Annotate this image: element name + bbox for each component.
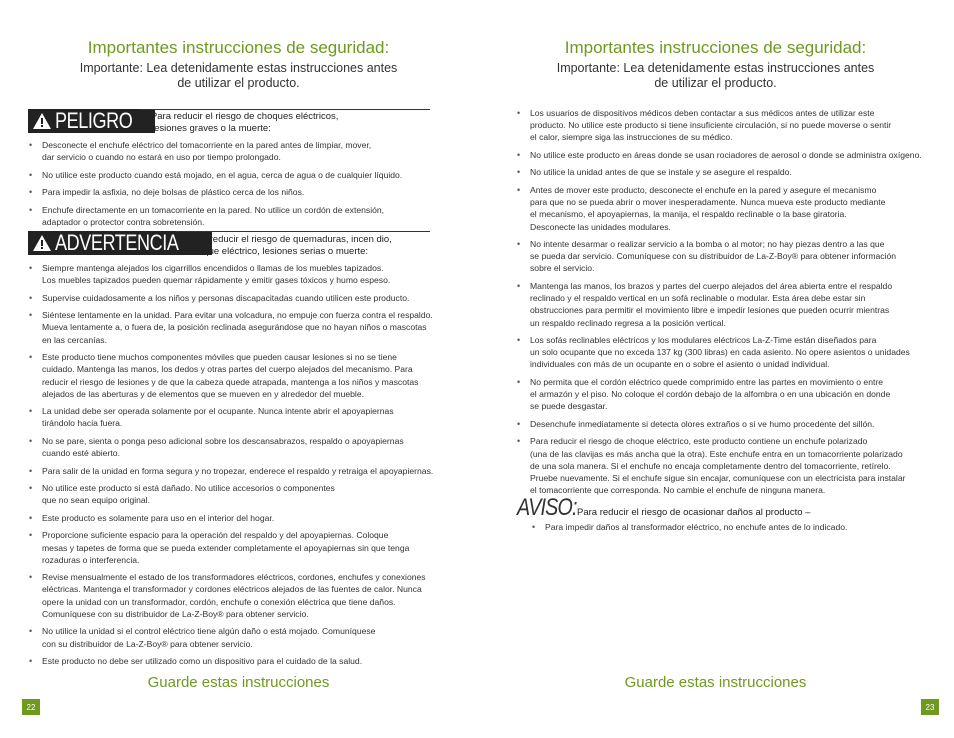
- list-item: • Antes de mover este producto, desconecte el enchufe en la pared y asegure el mecanismo para que no se pueda abrir o mover inesperadamente. Nunca mueva este producto mediante el mecanismo, el apoyapiernas, la manija, el respaldo reclinable o la base giratoria. Desconecte las unidades modulares.: [516, 184, 944, 233]
- list-item: • Enchufe directamente en un tomacorriente en la pared. No utilice un cordón de extensión, adaptador o protector contra sobretensión.: [28, 204, 458, 228]
- aviso-list: [531, 521, 931, 539]
- page-title: Importantes instrucciones de seguridad:: [87, 38, 390, 57]
- list-item: • Desconecte el enchufe eléctrico del tomacorriente en la pared antes de limpiar, mover, dar servicio o cuando no estará en uso por tiempo prolongado.: [28, 139, 458, 163]
- page-number: 22: [22, 699, 40, 715]
- list-item: • Mantenga las manos, los brazos y partes del cuerpo alejados del área abierta entre el respaldo reclinado y el respaldo vertical en un sofá reclinable o modular. Esta área debe estar sin obstrucciones para permitir el movimiento libre e impedir lesiones que pueden ocurrir mientras un respaldo reclinado regresa a la posición vertical.: [516, 280, 944, 329]
- list-item: • Proporcione suficiente espacio para la operación del respaldo y del apoyapiernas. Coloque mesas y tapetes de forma que se pueda extender completamente el apoyapiernas sin que tenga rozaduras o interferencia.: [28, 529, 468, 566]
- list-item: • Los usuarios de dispositivos médicos deben contactar a sus médicos antes de utilizar este producto. No utilice este producto si tiene insuficiente circulación, si no puede moverse o sentir el calor, siempre siga las instrucciones de su médico.: [516, 107, 944, 144]
- advertencia-list: [28, 262, 468, 673]
- list-item: • No permita que el cordón eléctrico quede comprimido entre las partes en movimiento o entre el armazón y el piso. No coloque el cordón debajo de la alfombra o en una ubicación en donde se puede desgastar.: [516, 376, 944, 413]
- peligro-label-box: [28, 109, 155, 133]
- list-item: • Siempre mantenga alejados los cigarrillos encendidos o llamas de los muebles tapizados. Los muebles tapizados pueden quemar rápidamente y emitir gases tóxicos y humo espeso.: [28, 262, 468, 286]
- list-item: • Para reducir el riesgo de choque eléctrico, este producto contiene un enchufe polarizado (una de las clavijas es más ancha que la otra). Este enchufe entra en un tomacorriente polarizado de una sola manera. Si el enchufe no encaja completamente dentro del tomacorriente, retírelo. Pruebe nuevamente. Si el enchufe sigue sin encajar, comuníquese con un electricista para instalar el tomacorriente que corresponda. No cambie el enchufe de ninguna manera.: [516, 435, 944, 496]
- peligro-text: [143, 111, 338, 135]
- advertencia-label: ADVERTENCIA: [55, 230, 179, 255]
- subtitle-line: Importante: Lea detenidamente estas instrucciones antes: [79, 61, 398, 75]
- list-item: • Este producto tiene muchos componentes móviles que pueden causar lesiones si no se tiene cuidado. Mantenga las manos, los dedos y otras partes del cuerpo alejados del mecanismo. Para reducir el riesgo de lesiones y de que la cabeza quede atrapada, mantenga a los niños y mascotas alejados de las aberturas y de elementos que se mueven en y alrededor del mueble.: [28, 351, 468, 400]
- peligro-label: PELIGRO: [55, 108, 133, 133]
- page-title: Importantes instrucciones de seguridad:: [564, 38, 867, 57]
- list-item: • Para impedir la asfixia, no deje bolsas de plástico cerca de los niños.: [28, 186, 458, 198]
- list-item: • Supervise cuidadosamente a los niños y personas discapacitadas cuando utilicen este producto.: [28, 292, 468, 304]
- list-item: • No utilice la unidad si el control eléctrico tiene algún daño o está mojado. Comuníquese con su distribuidor de La-Z-Boy® para obtener servicio.: [28, 625, 468, 649]
- list-item: • Para impedir daños al transformador eléctrico, no enchufe antes de lo indicado.: [531, 521, 931, 533]
- warning-triangle-icon: [32, 112, 52, 130]
- page-subtitle: [0, 61, 477, 91]
- footer-text: Guarde estas instrucciones: [624, 674, 807, 691]
- page-subtitle: [477, 61, 954, 91]
- list-item: • Este producto no debe ser utilizado como un dispositivo para el cuidado de la salud.: [28, 655, 468, 667]
- warning-triangle-icon: [32, 234, 52, 252]
- list-item: • No utilice este producto cuando está mojado, en el agua, cerca de agua o de cualquier líquido.: [28, 169, 458, 181]
- list-item: • Desenchufe inmediatamente si detecta olores extraños o si ve humo procedente del sillón.: [516, 418, 944, 430]
- list-item: • Este producto es solamente para uso en el interior del hogar.: [28, 512, 468, 524]
- subtitle-line: Importante: Lea detenidamente estas instrucciones antes: [556, 61, 875, 75]
- right-page: [477, 0, 954, 738]
- peligro-text-line: lesiones graves o la muerte:: [152, 123, 271, 134]
- list-item: • Para salir de la unidad en forma segura y no tropezar, enderece el respaldo y retraiga el apoyapiernas.: [28, 465, 468, 477]
- divider: [176, 231, 430, 232]
- aviso-text: Para reducir el riesgo de ocasionar daños al producto –: [577, 507, 811, 518]
- list-item: • No intente desarmar o realizar servicio a la bomba o al motor; no hay piezas dentro a las que se pueda dar servicio. Comuníquese con su distribuidor de La-Z-Boy® para obtener información sobre el servicio.: [516, 238, 944, 275]
- peligro-list: [28, 139, 458, 233]
- list-item: • Revise mensualmente el estado de los transformadores eléctricos, cordones, enchufes y conexiones eléctricas. Mantenga el transformador y cordones eléctricos alejados de las fuentes de calor. Nunca opere la unidad con un transformador, cordón, enchufe o conexión eléctrica que tiene daños. Comuníquese con su distribuidor de La-Z-Boy® para obtener servicio.: [28, 571, 468, 620]
- list-item: • No se pare, sienta o ponga peso adicional sobre los descansabrazos, respaldo o apoyapiernas cuando esté abierto.: [28, 435, 468, 459]
- advertencia-text: [179, 234, 392, 258]
- footer-text: Guarde estas instrucciones: [147, 674, 330, 691]
- subtitle-line: de utilizar el producto.: [654, 76, 777, 90]
- list-item: • No utilice la unidad antes de que se instale y se asegure el respaldo.: [516, 166, 944, 178]
- page-number: 23: [921, 699, 939, 715]
- subtitle-line: de utilizar el producto.: [177, 76, 300, 90]
- advertencia-text-line: choque eléctrico, lesiones serias o muerte:: [188, 246, 369, 257]
- divider: [140, 109, 430, 110]
- list-item: • Siéntese lentamente en la unidad. Para evitar una volcadura, no empuje con fuerza contra el respaldo. Mueva lentamente a, o fuera de, la posición reclinada asegurándose que no hayan niños o mascotas en las cercanías.: [28, 309, 468, 346]
- advertencia-text-line: – Para reducir el riesgo de quemaduras, incen dio,: [179, 234, 392, 245]
- safety-list: [516, 107, 944, 502]
- list-item: • No utilice este producto si está dañado. No utilice accesorios o componentes que no sean equipo original.: [28, 482, 468, 506]
- list-item: • La unidad debe ser operada solamente por el ocupante. Nunca intente abrir el apoyapiernas tirándolo hacia fuera.: [28, 405, 468, 429]
- aviso-label: AVISO:: [517, 494, 577, 521]
- list-item: • No utilice este producto en áreas donde se usan rociadores de aerosol o donde se administra oxígeno.: [516, 149, 944, 161]
- peligro-text-line: – Para reducir el riesgo de choques eléctricos,: [143, 111, 339, 122]
- list-item: • Los sofás reclinables eléctricos y los modulares eléctricos La-Z-Time están diseñados para un solo ocupante que no exceda 137 kg (300 libras) en cada asiento. No opere asientos o unidades individuales con más de un ocupante en o sobre el asiento o unidad individual.: [516, 334, 944, 371]
